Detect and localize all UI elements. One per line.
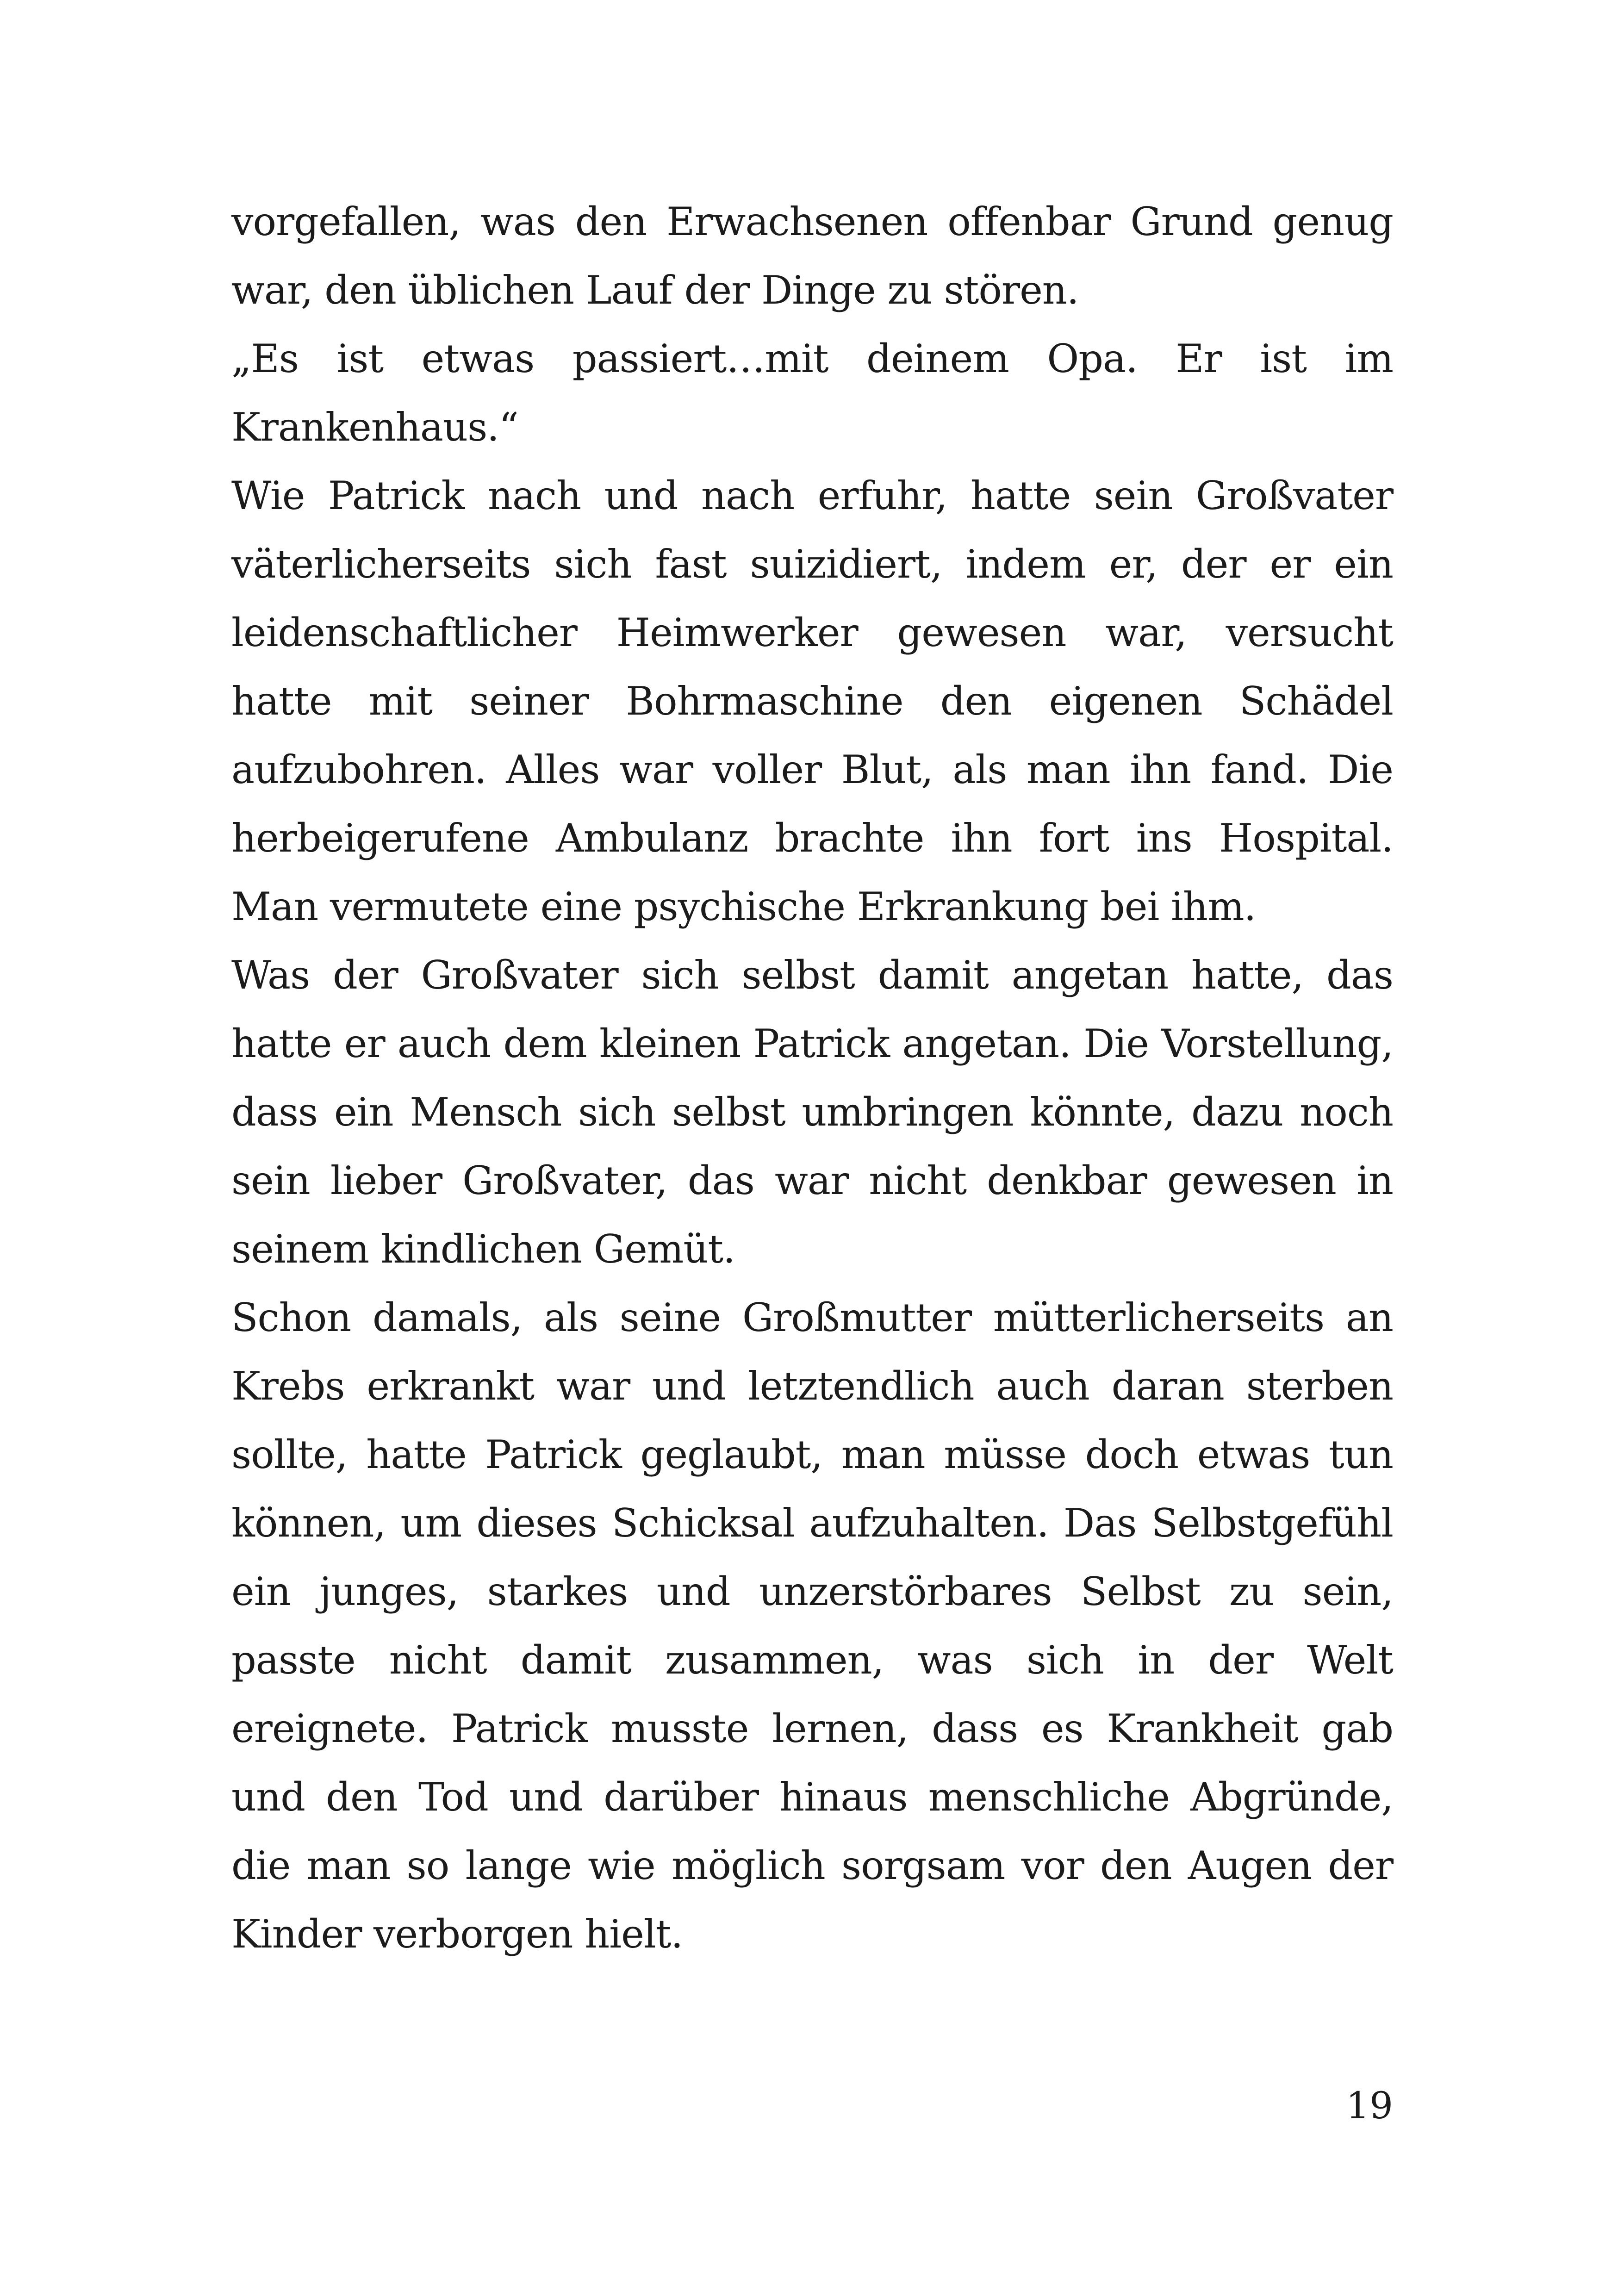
paragraph-2: „Es ist etwas passiert…mit deinem Opa. Er ist im Krankenhaus.“ — [231, 336, 1393, 450]
paragraph-5: Schon damals, als seine Großmutter mütterlicherseits an Krebs erkrankt war und letztendlich auch daran sterben sollte, hatte Patrick geglaubt, man müsse doch etwas tun können, um dieses Schicksal aufzuhalten. Das Selbstgefühl ein junges, starkes und unzerstörbares Selbst zu sein, passte nicht damit zusammen, was sich in der Welt ereignete. Patrick musste lernen, dass es Krankheit gab und den Tod und darüber hinaus menschliche Abgründe, die man so lange wie möglich sorgsam vor den Augen der Kinder verborgen hielt. — [231, 1295, 1393, 1957]
paragraph-3: Wie Patrick nach und nach erfuhr, hatte sein Großvater väterlicherseits sich fast suizidiert, indem er, der er ein leidenschaftlicher Heimwerker gewesen war, versucht hatte mit seiner Bohrmaschine den eigenen Schädel aufzubohren. Alles war voller Blut, als man ihn fand. Die herbeigerufene Ambulanz brachte ihn fort ins Hospital. Man vermutete eine psychische Erkrankung bei ihm. — [231, 473, 1393, 929]
page-number: 19 — [1346, 2084, 1393, 2127]
paragraph-4: Was der Großvater sich selbst damit angetan hatte, das hatte er auch dem kleinen Patrick angetan. Die Vorstellung, dass ein Mensch sich selbst umbringen könnte, dazu noch sein lieber Großvater, das war nicht denkbar gewesen in seinem kindlichen Gemüt. — [231, 952, 1393, 1272]
body-text — [231, 187, 1393, 1968]
paragraph-1: vorgefallen, was den Erwachsenen offenbar Grund genug war, den üblichen Lauf der Dinge zu stören. — [231, 199, 1393, 313]
